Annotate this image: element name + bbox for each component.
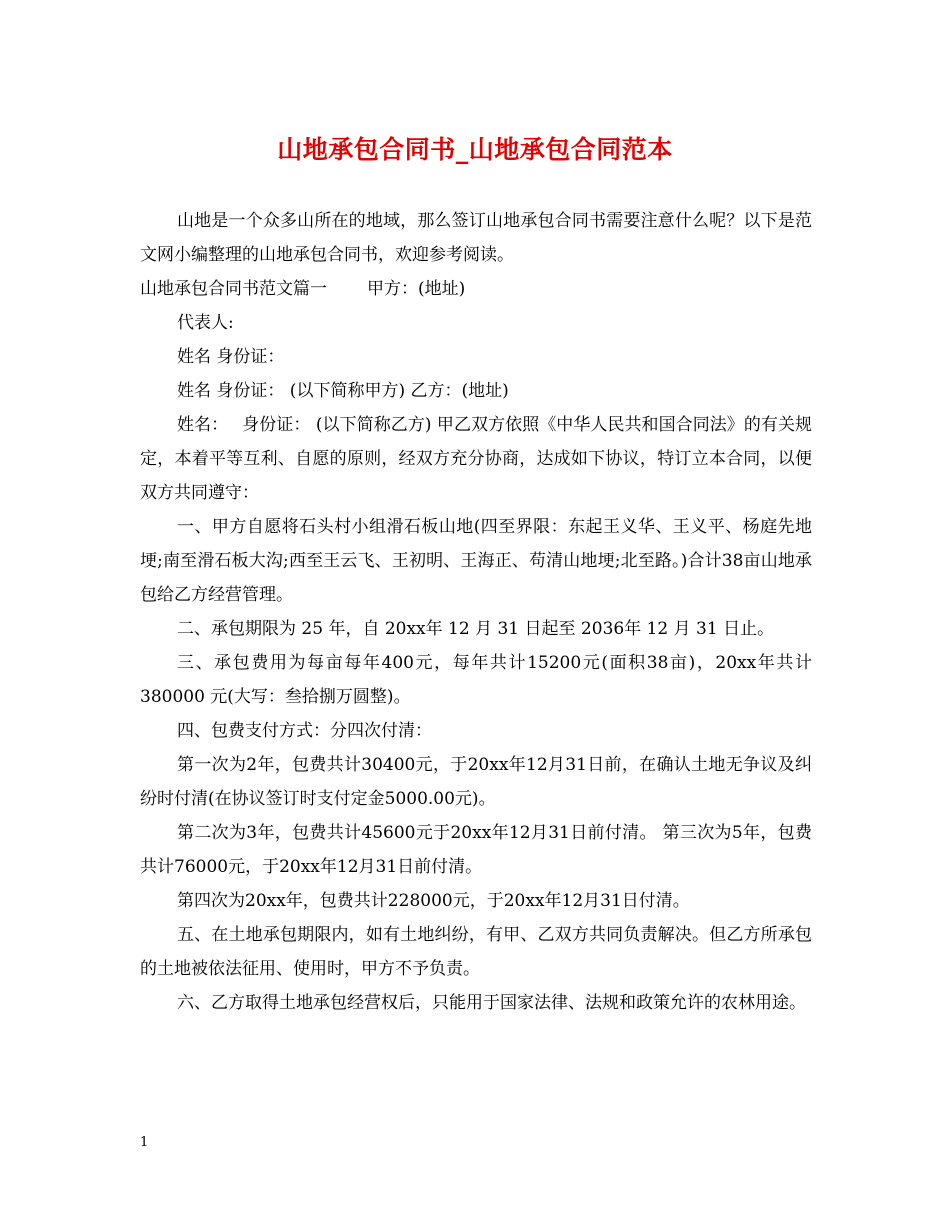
intro-paragraph: 山地是一个众多山所在的地域，那么签订山地承包合同书需要注意什么呢？以下是范文网小编整理的山地承包合同书，欢迎参考阅读。	[140, 211, 812, 265]
name-label: 姓名：	[177, 415, 229, 435]
clause-5: 五、在土地承包期限内，如有土地纠纷，有甲、乙双方共同负责解决。但乙方所承包的土地被依法征用、使用时，甲方不予负责。	[140, 925, 812, 979]
document-title: 山地承包合同书_山地承包合同范本	[277, 135, 673, 164]
clause-1: 一、甲方自愿将石头村小组滑石板山地(四至界限：东起王义华、王义平、杨庭先地埂;南至滑石板大沟;西至王云飞、王初明、王海正、苟清山地埂;北至路。)合计38亩山地承包给乙方经营管理。	[140, 517, 812, 605]
party-b-identity-paragraph	[140, 408, 812, 510]
clause-6: 六、乙方取得土地承包经营权后，只能用于国家法律、法规和政策允许的农林用途。	[177, 993, 806, 1013]
page-number: 1	[140, 1135, 149, 1150]
payment-2-3: 第二次为3年，包费共计45600元于20xx年12月31日前付清。 第三次为5年，包费共计76000元，于20xx年12月31日前付清。	[140, 823, 812, 877]
representative-line: 代表人:	[177, 313, 234, 333]
id-clause: 身份证： (以下简称乙方) 甲乙双方依照《中华人民共和国合同法》的有关规定，本着平等互利、自愿的原则，经双方充分协商，达成如下协议，特订立本合同，以便双方共同遵守：	[140, 415, 812, 503]
document-body	[140, 204, 812, 1020]
section-heading-line	[140, 272, 812, 306]
payment-1: 第一次为2年，包费共计30400元，于20xx年12月31日前，在确认土地无争议及纠纷时付清(在协议签订时支付定金5000.00元)。	[140, 755, 812, 809]
party-a-line: 甲方：(地址)	[367, 279, 466, 299]
clause-2: 二、承包期限为 25 年，自 20xx年 12 月 31 日起至 2036年 12 月 31 日止。	[177, 619, 775, 639]
clause-4: 四、包费支付方式：分四次付清：	[177, 721, 432, 741]
payment-4: 第四次为20xx年，包费共计228000元，于20xx年12月31日付清。	[177, 891, 690, 911]
name-id-line-2: 姓名 身份证： (以下简称甲方) 乙方：(地址)	[177, 381, 509, 401]
name-id-line-1: 姓名 身份证：	[177, 347, 285, 367]
clause-3: 三、承包费用为每亩每年400元，每年共计15200元(面积38亩)，20xx年共计 380000 元(大写：叁拾捌万圆整)。	[140, 653, 812, 707]
section-title: 山地承包合同书范文篇一	[140, 279, 327, 299]
